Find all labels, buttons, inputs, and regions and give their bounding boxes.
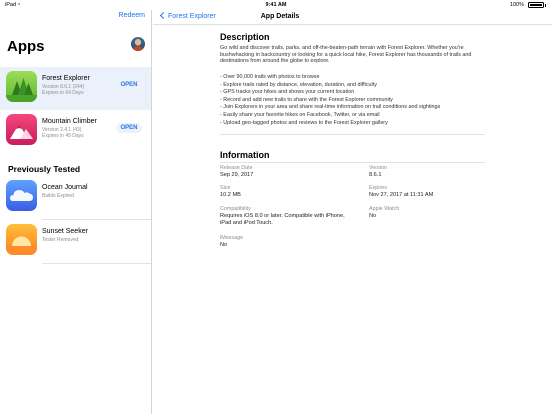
avatar[interactable] — [131, 37, 145, 51]
info-label: Compatibility — [220, 206, 251, 212]
detail-title: App Details — [260, 13, 300, 20]
info-expires — [369, 185, 499, 199]
forest-icon — [6, 71, 37, 102]
app-name: Ocean Journal — [42, 184, 88, 191]
info-apple-watch — [369, 206, 499, 220]
sidebar — [0, 10, 152, 414]
app-status: Builds Expired — [42, 193, 74, 199]
app-row-mountain-climber[interactable] — [0, 110, 151, 153]
list-item: - Easily share your favorite hikes on Facebook, Twitter, or via email — [220, 111, 380, 118]
battery-percent: 100% — [509, 2, 524, 8]
info-version — [369, 165, 499, 179]
feature-list — [220, 74, 500, 127]
info-value: No — [369, 213, 377, 219]
app-name: Mountain Climber — [42, 118, 97, 125]
info-size — [220, 185, 350, 199]
list-item: - Over 90,000 trails with photos to browse — [220, 74, 320, 80]
info-value: Nov 27, 2017 at 11:31 AM — [369, 192, 434, 198]
list-item: - Record and add new trails to share with the Forest Explorer community — [220, 96, 393, 103]
app-row-sunset-seeker[interactable] — [0, 220, 151, 263]
info-label: Version — [369, 165, 387, 171]
wifi-icon: ◔ — [17, 2, 21, 8]
app-version: Version 2.4.1 (43) — [42, 127, 82, 133]
list-item: - Explore trails rated by distance, elevation, duration, and difficulty — [220, 81, 377, 88]
info-label: Expires — [369, 185, 387, 191]
redeem-button[interactable]: Redeem — [118, 12, 145, 19]
open-button[interactable]: OPEN — [116, 80, 142, 90]
page-title: Apps — [7, 38, 45, 55]
information-heading: Information — [220, 150, 270, 160]
app-expiry: Expires in 45 Days — [42, 133, 84, 139]
divider — [220, 162, 485, 163]
app-name: Sunset Seeker — [42, 228, 88, 235]
divider — [153, 24, 552, 25]
info-label: Release Date — [220, 165, 253, 171]
app-status: Tester Removed — [42, 237, 79, 243]
info-label: Apple Watch — [369, 206, 400, 212]
divider — [42, 263, 151, 264]
section-title: Previously Tested — [8, 164, 81, 174]
info-value: Requires iOS 8.0 or later. Compatible with iPhone, iPad and iPod Touch. — [220, 213, 345, 226]
app-row-ocean-journal[interactable] — [0, 176, 151, 219]
device-label: iPad — [5, 2, 17, 8]
app-expiry: Expires in 64 Days — [42, 90, 84, 96]
app-name: Forest Explorer — [42, 75, 90, 82]
detail-pane — [153, 10, 552, 414]
info-value: No — [220, 242, 228, 248]
description-heading: Description — [220, 32, 270, 42]
cloud-icon — [6, 180, 37, 211]
list-item: - Join Explorers in your area and share real-time information on trail conditions and sightings — [220, 104, 441, 111]
divider — [220, 134, 485, 135]
open-button[interactable]: OPEN — [116, 123, 142, 133]
info-release-date — [220, 165, 350, 179]
status-time: 9:41 AM — [265, 2, 287, 8]
info-value: 8.6.1 — [369, 172, 382, 178]
battery-icon — [528, 2, 544, 8]
back-label: Forest Explorer — [168, 13, 216, 20]
sun-icon — [6, 224, 37, 255]
info-label: iMessage — [220, 235, 244, 241]
description-text: Go wild and discover trails, parks, and off-the-beaten-path terrain with Forest Explorer. Whether you're bushwhacking in backcountry or looking for a quick local hike, Forest Explorer has thousands of trails and destinations from around the globe to explore. — [220, 45, 472, 65]
mountain-icon — [6, 114, 37, 145]
info-compatibility — [220, 206, 355, 227]
list-item: - Upload geo-tagged photos and reviews to the Forest Explorer gallery — [220, 119, 388, 126]
info-value: 10.2 MB — [220, 192, 241, 198]
app-row-forest-explorer[interactable] — [0, 67, 151, 110]
status-bar — [0, 0, 552, 10]
list-item: - GPS tracks your hikes and shows your current location — [220, 89, 355, 96]
app-version: Version 8.6.1 (244) — [42, 84, 85, 90]
info-imessage — [220, 235, 350, 249]
info-label: Size — [220, 185, 231, 191]
info-value: Sep 29, 2017 — [220, 172, 254, 178]
